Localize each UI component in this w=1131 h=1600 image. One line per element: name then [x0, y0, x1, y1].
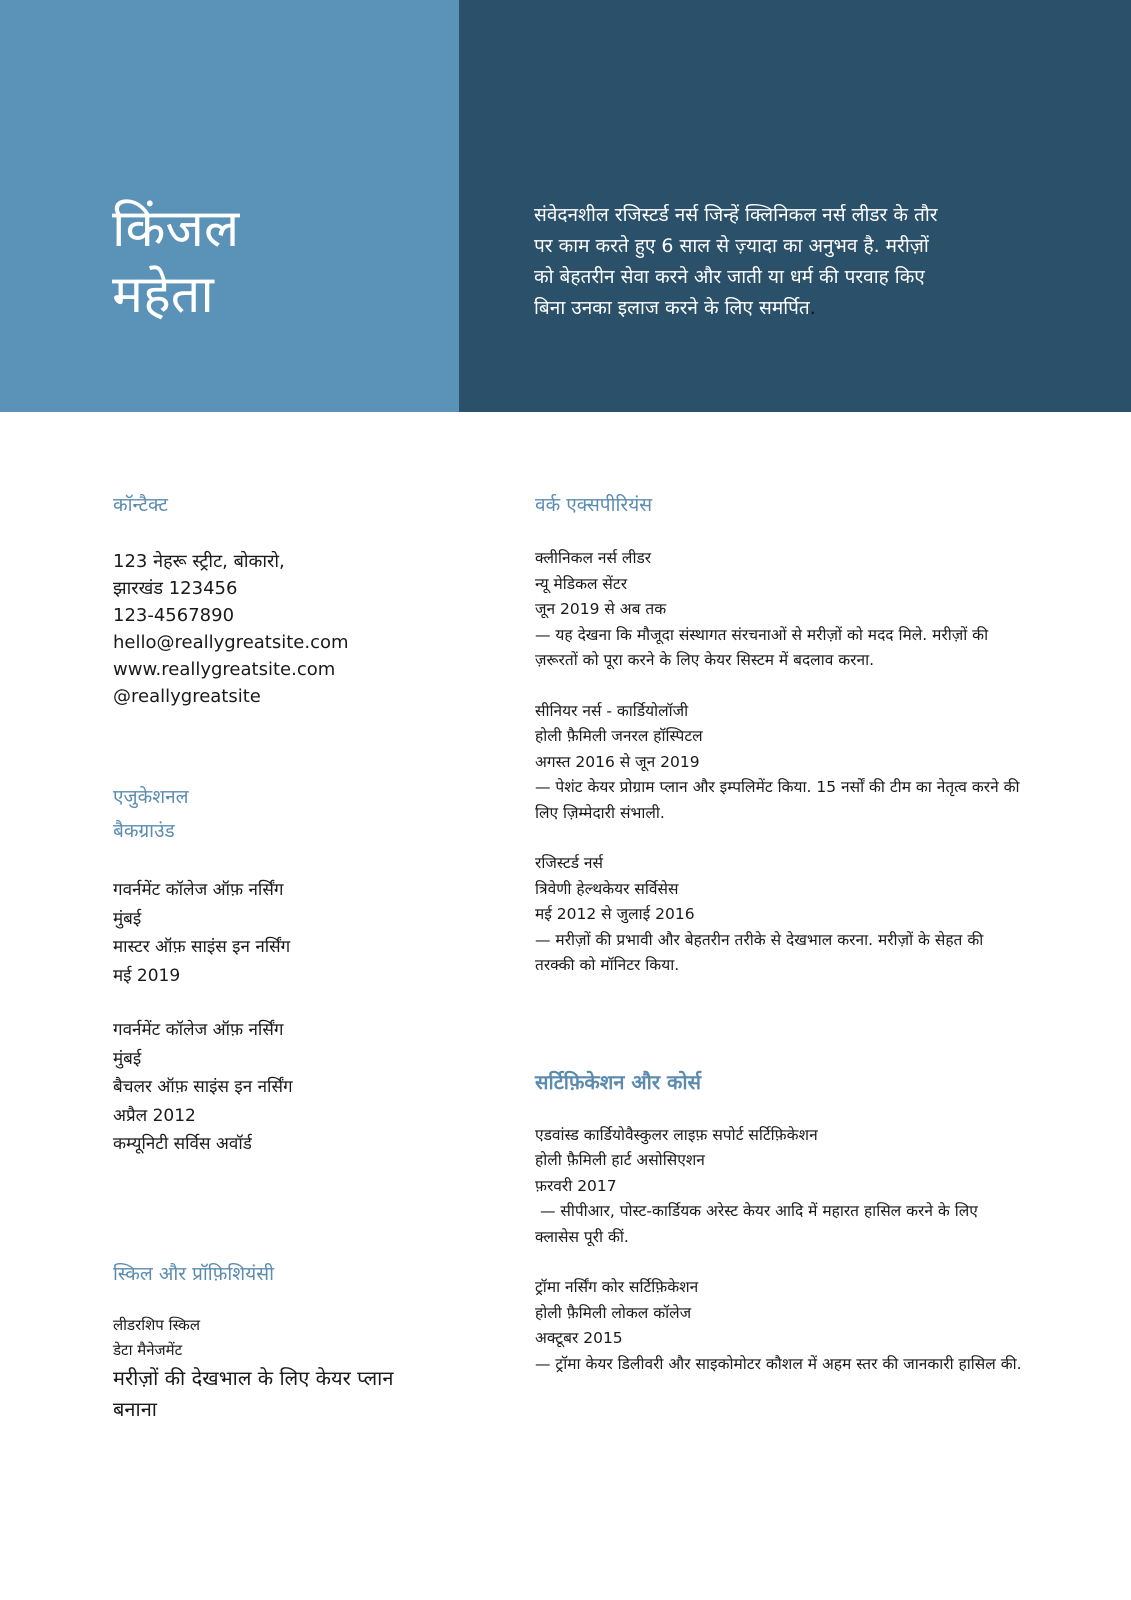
- experience-period: जून 2019 से अब तक: [535, 600, 667, 618]
- experience-description: — यह देखना कि मौजूदा संस्थागत संरचनाओं से मरीज़ों को मदद मिले. मरीज़ों की ज़रूरतों को पूरा करने के लिए केयर सिस्टम में बदलाव करना.: [535, 625, 989, 669]
- certifications-list: [535, 1123, 1025, 1378]
- experience-title: वर्क एक्सपीरियंस: [535, 494, 653, 516]
- candidate-first-name: किंजल: [112, 199, 240, 259]
- experience-list: [535, 546, 1025, 979]
- skill-item-large: मरीज़ों की देखभाल के लिए केयर प्लान बनाना: [113, 1365, 394, 1421]
- education-entry: [113, 1016, 443, 1159]
- right-column: [535, 488, 1025, 1377]
- experience-period: मई 2012 से जुलाई 2016: [535, 905, 695, 923]
- education-date: अप्रैल 2012: [113, 1105, 196, 1126]
- experience-description: — मरीज़ों की प्रभावी और बेहतरीन तरीके से देखभाल करना. मरीज़ों के सेहत की तरक्की को मॉनिटर किया.: [535, 930, 984, 974]
- education-institution: गवर्नमेंट कॉलेज ऑफ़ नर्सिंग: [113, 1020, 284, 1040]
- profile-summary: [534, 200, 954, 324]
- candidate-name: [112, 196, 239, 328]
- experience-period: अगस्त 2016 से जून 2019: [535, 752, 700, 771]
- skills-section: [113, 1257, 443, 1425]
- certifications-title: सर्टिफ़िकेशन और कोर्स: [535, 1069, 702, 1094]
- skill-item: डेटा मैनेजमेंट: [113, 1340, 183, 1359]
- certification-date: अक्टूबर 2015: [535, 1329, 623, 1347]
- experience-entry: [535, 546, 1025, 674]
- education-date: मई 2019: [113, 965, 181, 986]
- skills-title: स्किल और प्रॉफ़िशियंसी: [113, 1262, 275, 1285]
- experience-role: सीनियर नर्स - कार्डियोलॉजी: [535, 701, 689, 720]
- education-award: कम्यूनिटी सर्विस अवॉर्ड: [113, 1134, 252, 1154]
- address-line-2: झारखंड 123456: [113, 578, 238, 599]
- education-title: [113, 780, 443, 848]
- contact-list: [113, 548, 443, 710]
- experience-entry: [535, 699, 1025, 827]
- candidate-last-name: महेता: [112, 265, 214, 325]
- address-line-1: 123 नेहरू स्ट्रीट, बोकारो,: [113, 551, 285, 572]
- skills-list: [113, 1313, 443, 1425]
- certification-description: — ट्रॉमा केयर डिलीवरी और साइकोमोटर कौशल में अहम स्तर की जानकारी हासिल की.: [535, 1354, 1022, 1373]
- profile-summary-text: संवेदनशील रजिस्टर्ड नर्स जिन्हें क्लिनिकल नर्स लीडर के तौर पर काम करते हुए 6 साल से ज़्यादा का अनुभव है. मरीज़ों को बेहतरीन सेवा करने और जाती या धर्म की परवाह किए बिना उनका इलाज करने के लिए समर्पित: [534, 204, 938, 319]
- education-degree: मास्टर ऑफ़ साइंस इन नर्सिंग: [113, 937, 291, 957]
- certifications-section: [535, 1065, 1025, 1378]
- education-title-line-2: बैकग्राउंड: [113, 820, 175, 842]
- certification-name: ट्रॉमा नर्सिंग कोर सर्टिफ़िकेशन: [535, 1278, 699, 1296]
- experience-entry: [535, 851, 1025, 979]
- certification-organization: होली फ़ैमिली हार्ट असोसिएशन: [535, 1151, 705, 1169]
- experience-section: [535, 488, 1025, 979]
- experience-description: — पेशंट केयर प्रोग्राम प्लान और इम्पलिमेंट किया. 15 नर्सों की टीम का नेतृत्व करने की लिए ज़िम्मेदारी संभाली.: [535, 778, 1020, 822]
- header-summary-panel: [459, 0, 1131, 412]
- education-section: [113, 780, 443, 1159]
- experience-role: रजिस्टर्ड नर्स: [535, 854, 603, 872]
- contact-title: कॉन्टैक्ट: [113, 494, 168, 516]
- education-entry: [113, 876, 443, 990]
- education-city: मुंबई: [113, 908, 142, 929]
- certification-name: एडवांस्ड कार्डियोवैस्कुलर लाइफ़ सपोर्ट सर्टिफ़िकेशन: [535, 1125, 818, 1144]
- certification-description: — सीपीआर, पोस्ट-कार्डियक अरेस्ट केयर आदि में महारत हासिल करने के लिए क्लासेस पूरी कीं.: [535, 1202, 983, 1246]
- education-city: मुंबई: [113, 1048, 142, 1069]
- experience-role: क्लीनिकल नर्स लीडर: [535, 549, 652, 567]
- education-degree: बैचलर ऑफ़ साइंस इन नर्सिंग: [113, 1077, 293, 1097]
- email-address: hello@reallygreatsite.com: [113, 632, 349, 653]
- experience-organization: होली फ़ैमिली जनरल हॉस्पिटल: [535, 727, 703, 745]
- skill-item: लीडरशिप स्किल: [113, 1315, 200, 1334]
- certification-date: फ़रवरी 2017: [535, 1176, 617, 1195]
- social-handle: @reallygreatsite: [113, 686, 261, 707]
- header-name-panel: [0, 0, 459, 412]
- left-column: [113, 488, 443, 1425]
- contact-section: [113, 488, 443, 710]
- education-institution: गवर्नमेंट कॉलेज ऑफ़ नर्सिंग: [113, 880, 284, 900]
- experience-organization: न्यू मेडिकल सेंटर: [535, 574, 628, 593]
- website-url: www.reallygreatsite.com: [113, 659, 336, 680]
- experience-organization: त्रिवेणी हेल्थकेयर सर्विसेस: [535, 879, 679, 898]
- profile-summary-period: .: [809, 297, 816, 319]
- resume-header: [0, 0, 1131, 412]
- certification-organization: होली फ़ैमिली लोकल कॉलेज: [535, 1303, 692, 1322]
- phone-number: 123-4567890: [113, 605, 235, 626]
- certification-entry: [535, 1123, 1025, 1251]
- education-title-line-1: एजुकेशनल: [113, 786, 189, 808]
- certification-entry: [535, 1275, 1025, 1377]
